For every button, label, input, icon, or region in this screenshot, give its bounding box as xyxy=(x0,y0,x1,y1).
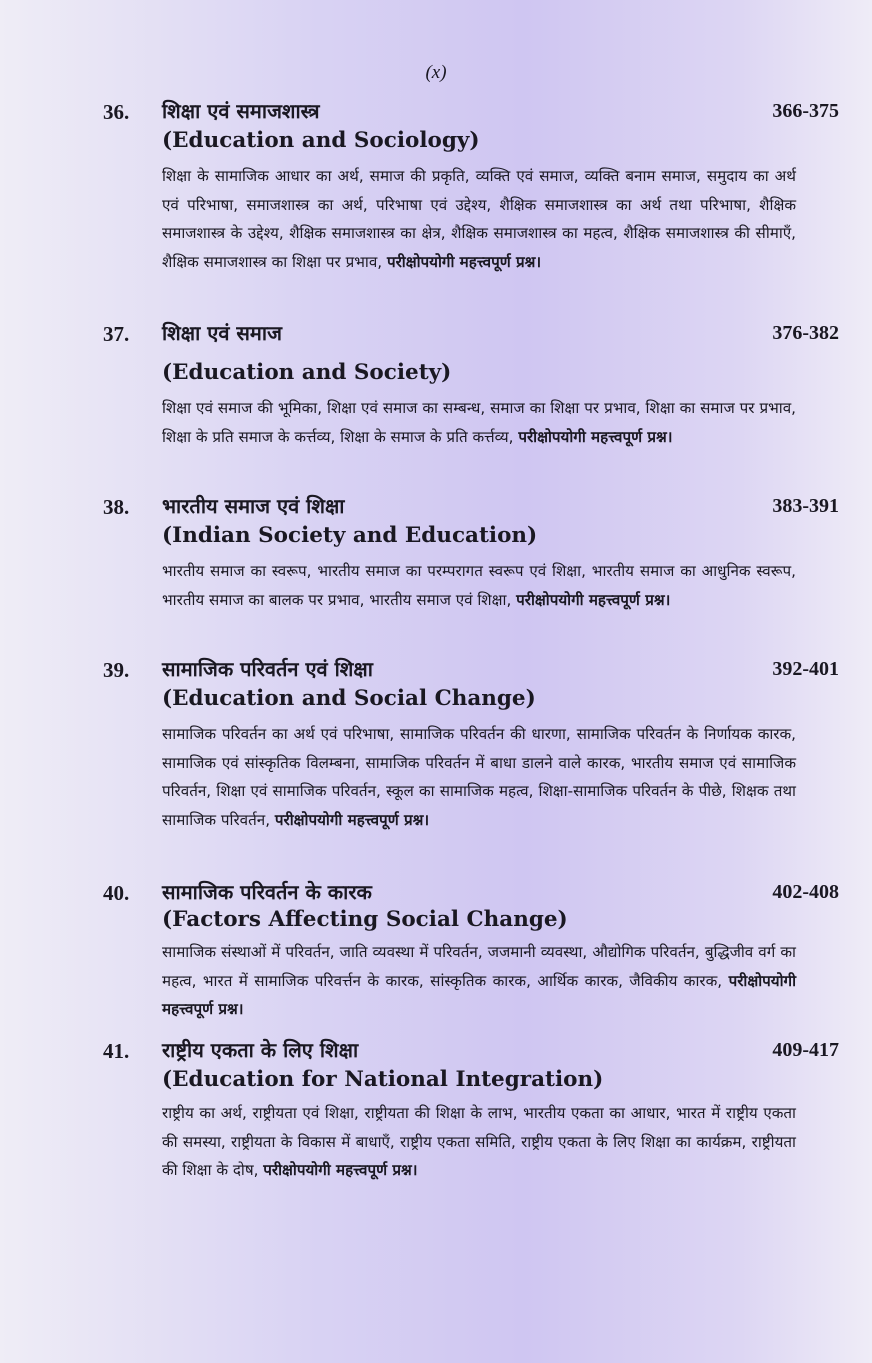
chapter-number: 38. xyxy=(103,495,130,519)
chapter-topics-text: भारतीय समाज का स्वरूप, भारतीय समाज का परम्परागत स्वरूप एवं शिक्षा, भारतीय समाज का आधुनिक स्वरूप, भारतीय समाज का बालक पर प्रभाव, भारतीय समाज एवं शिक्षा, xyxy=(162,562,796,609)
chapter-topics xyxy=(162,938,796,1024)
chapter-number: 39. xyxy=(103,658,130,682)
chapter-title-hindi: सामाजिक परिवर्तन एवं शिक्षा xyxy=(162,657,373,681)
chapter-topics-text: शिक्षा के सामाजिक आधार का अर्थ, समाज की प्रकृति, व्यक्ति एवं समाज, व्यक्ति बनाम समाज, समुदाय का अर्थ एवं परिभाषा, समाजशास्त्र का अर्थ, परिभाषा एवं उद्देश्य, शैक्षिक समाजशास्त्र का अर्थ तथा परिभाषा, शैक्षिक समाजशास्त्र के उद्देश्य, शैक्षिक समाजशास्त्र का क्षेत्र, शैक्षिक समाजशास्त्र का महत्व, शैक्षिक समाजशास्त्र की सीमाएँ, शैक्षिक समाजशास्त्र का शिक्षा पर प्रभाव, xyxy=(162,167,796,271)
chapter-topics xyxy=(162,557,796,614)
chapter-title-english: (Education and Society) xyxy=(162,360,452,385)
chapter-page-range: 366-375 xyxy=(772,100,839,122)
chapter-topics-text: शिक्षा एवं समाज की भूमिका, शिक्षा एवं समाज का सम्बन्ध, समाज का शिक्षा पर प्रभाव, शिक्षा का समाज पर प्रभाव, शिक्षा के प्रति समाज के कर्त्तव्य, शिक्षा के समाज के प्रति कर्त्तव्य, xyxy=(162,399,796,446)
chapter-number: 41. xyxy=(103,1039,130,1063)
chapter-number: 36. xyxy=(103,100,130,124)
chapter-topics xyxy=(162,394,796,451)
chapter-topics xyxy=(162,720,796,834)
chapter-topics xyxy=(162,1099,796,1185)
chapter-emphasis: परीक्षोपयोगी महत्त्वपूर्ण प्रश्न। xyxy=(274,810,430,829)
chapter-page-range: 383-391 xyxy=(772,495,839,517)
chapter-topics-text: सामाजिक परिवर्तन का अर्थ एवं परिभाषा, सामाजिक परिवर्तन की धारणा, सामाजिक परिवर्तन के निर्णायक कारक, सामाजिक एवं सांस्कृतिक विलम्बना, सामाजिक परिवर्तन में बाधा डालने वाले कारक, भारतीय समाज एवं सामाजिक परिवर्तन, शिक्षा एवं सामाजिक परिवर्तन, स्कूल का सामाजिक महत्व, शिक्षा-सामाजिक परिवर्तन के पीछे, शिक्षक तथा सामाजिक परिवर्तन, xyxy=(162,725,796,829)
chapter-title-english: (Indian Society and Education) xyxy=(162,523,538,548)
chapter-page-range: 376-382 xyxy=(772,322,839,344)
chapter-title-hindi: भारतीय समाज एवं शिक्षा xyxy=(162,494,345,518)
chapter-title-hindi: शिक्षा एवं समाज xyxy=(162,321,282,345)
chapter-topics-text: सामाजिक संस्थाओं में परिवर्तन, जाति व्यवस्था में परिवर्तन, जजमानी व्यवस्था, औद्योगिक परिवर्तन, बुद्धिजीव वर्ग का महत्व, भारत में सामाजिक परिवर्त्तन के कारक, सांस्कृतिक कारक, आर्थिक कारक, जैविकीय कारक, xyxy=(162,943,796,990)
chapter-topics xyxy=(162,162,796,276)
chapter-title-english: (Education and Sociology) xyxy=(162,128,480,153)
chapter-title-english: (Education for National Integration) xyxy=(162,1067,604,1092)
chapter-title-hindi: राष्ट्रीय एकता के लिए शिक्षा xyxy=(162,1038,359,1062)
page-number: (x) xyxy=(425,62,447,83)
chapter-emphasis: परीक्षोपयोगी महत्त्वपूर्ण प्रश्न। xyxy=(263,1161,418,1179)
chapter-title-english: (Factors Affecting Social Change) xyxy=(162,907,568,932)
chapter-title-hindi: सामाजिक परिवर्तन के कारक xyxy=(162,880,372,904)
chapter-emphasis: परीक्षोपयोगी महत्त्वपूर्ण प्रश्न। xyxy=(386,252,542,271)
chapter-number: 37. xyxy=(103,322,130,346)
chapter-emphasis: परीक्षोपयोगी महत्त्वपूर्ण प्रश्न। xyxy=(516,590,671,609)
chapter-emphasis: परीक्षोपयोगी महत्त्वपूर्ण प्रश्न। xyxy=(162,971,797,1018)
chapter-title-hindi: शिक्षा एवं समाजशास्त्र xyxy=(162,99,320,123)
chapter-title-english: (Education and Social Change) xyxy=(162,686,536,711)
chapter-emphasis: परीक्षोपयोगी महत्त्वपूर्ण प्रश्न। xyxy=(518,427,673,446)
chapter-page-range: 392-401 xyxy=(772,658,839,680)
chapter-page-range: 402-408 xyxy=(772,881,839,903)
chapter-topics-text: राष्ट्रीय का अर्थ, राष्ट्रीयता एवं शिक्षा, राष्ट्रीयता की शिक्षा के लाभ, भारतीय एकता का आधार, भारत में राष्ट्रीय एकता की समस्या, राष्ट्रीयता के विकास में बाधाएँ, राष्ट्रीय एकता समिति, राष्ट्रीय एकता के लिए शिक्षा का कार्यक्रम, राष्ट्रीयता की शिक्षा के दोष, xyxy=(162,1104,796,1179)
chapter-number: 40. xyxy=(103,881,130,905)
chapter-page-range: 409-417 xyxy=(772,1039,839,1061)
